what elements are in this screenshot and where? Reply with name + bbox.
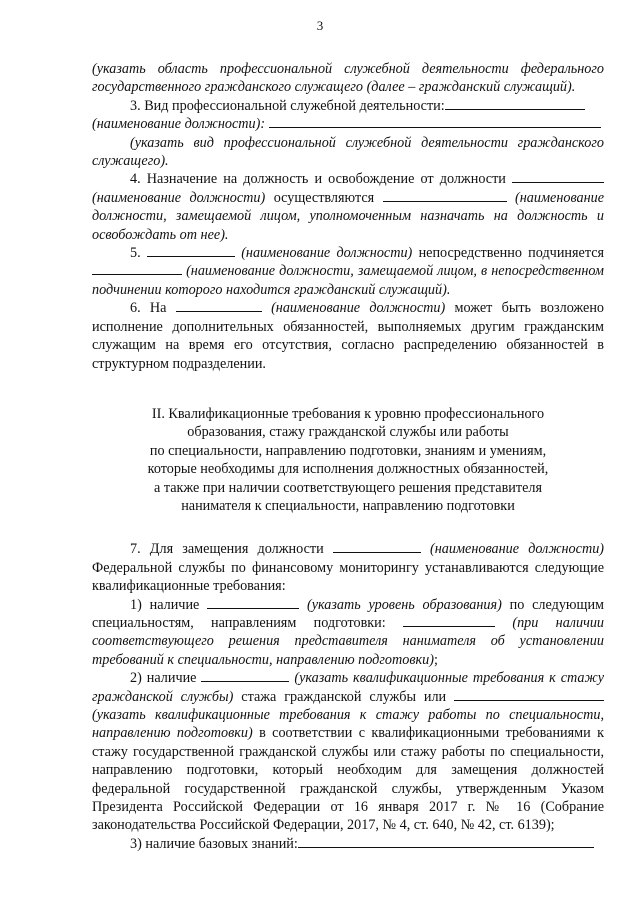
paragraph-5: 5. (наименование должности) непосредственно подчиняется (наименование должности, замещаемой лицом, в непосредственном подчинении которого находится гражданский служащий). (92, 245, 605, 298)
paragraph-3-note: (указать вид профессиональной служебной деятельности гражданского служащего). (92, 134, 604, 170)
blank-line (269, 115, 601, 128)
blank-line (201, 669, 289, 682)
blank-line (445, 97, 585, 110)
blank-line (333, 540, 421, 553)
document-body (92, 60, 604, 853)
paragraph-6: 6. На (наименование должности) может быть возложено исполнение дополнительных обязанностей, выполняемых другим гражданским служащим на время его отсутствия, согласно распределению обязанностей в структурном подразделении. (92, 300, 605, 372)
paragraph-7-item-2: 2) наличие (указать квалификационные требования к стажу гражданской службы) стажа гражданской службы или (указать квалификационные требования к стажу работы по специальности, направлению подготовки) в соответствии с квалификационными требованиями к стажу государственной гражданской службы или стажу работы по специальности, направлению подготовки, который необходим для замещения должностей федеральной государственной гражданской службы, утвержденным Указом Президента Российской Федерации от 16 января 2017 г. № 16 (Собрание законодательства Российской Федерации, 2017, № 4, ст. 640, № 42, ст. 6139); (92, 670, 605, 834)
page-number: 3 (316, 18, 324, 33)
paragraph-3: 3. Вид профессиональной служебной деятельности: (92, 97, 604, 115)
paragraph-7-item-3: 3) наличие базовых знаний: (92, 835, 604, 853)
blank-line (454, 688, 604, 701)
paragraph-4: 4. Назначение на должность и освобождение от должности (наименование должности) осуществляются (наименование должности, замещаемой лицом, уполномоченным назначать на должность и освобождать от нее). (92, 171, 605, 243)
paragraph-7-item-1: 1) наличие (указать уровень образования) по следующим специальностям, направлениям подготовки: (при наличии соответствующего решения представителя нанимателя об установлении требований к специальности, направлению подготовки); (92, 596, 605, 668)
blank-line (383, 189, 507, 202)
blank-line (176, 299, 262, 312)
section-2-heading: II. Квалификационные требования к уровню профессионального образования, стажу гражданской службы или работы по специальности, направлению подготовки, знаниям и умениям, которые необходимы для исполнения должностных обязанностей, а также при наличии соответствующего решения представителя нанимателя к специальности, направлению подготовки (147, 405, 549, 514)
blank-line (147, 244, 235, 257)
blank-line (298, 835, 594, 848)
blank-line (207, 596, 299, 609)
blank-line (512, 170, 604, 183)
paragraph-area-note: (указать область профессиональной служебной деятельности федерального государственного гражданского служащего (далее – гражданский служащий). (92, 61, 604, 96)
blank-line (92, 262, 182, 275)
paragraph-3-position: (наименование должности): (92, 115, 604, 133)
paragraph-7: 7. Для замещения должности (наименование должности) Федеральной службы по финансовому мониторингу устанавливаются следующие квалификационные требования: (92, 541, 605, 595)
blank-line (403, 614, 495, 627)
